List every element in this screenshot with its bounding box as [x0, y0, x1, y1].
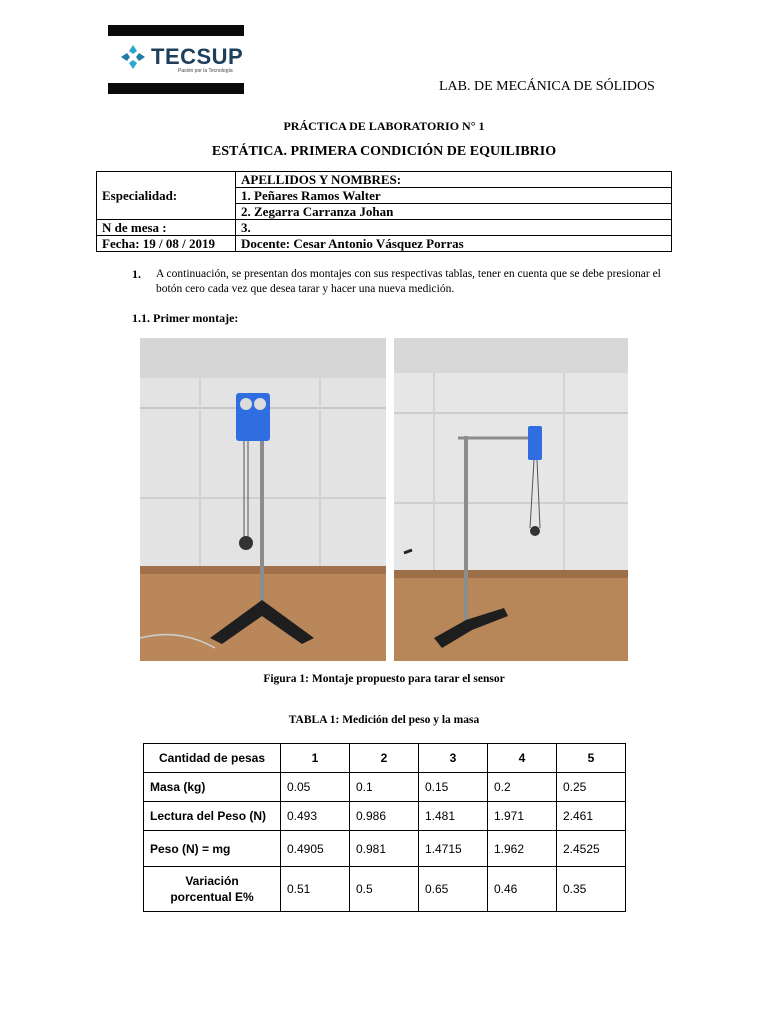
table-cell: 0.986 [350, 802, 419, 831]
table-cell: 0.2 [488, 773, 557, 802]
teacher: Docente: Cesar Antonio Vásquez Porras [236, 236, 672, 252]
table-cell: 0.15 [419, 773, 488, 802]
table-title: TABLA 1: Medición del peso y la masa [288, 714, 480, 726]
table-cell: 2.461 [557, 802, 626, 831]
table-cell: 2.4525 [557, 831, 626, 867]
header-cell: 3 [419, 744, 488, 773]
date: Fecha: 19 / 08 / 2019 [97, 236, 236, 252]
header-cell: 1 [281, 744, 350, 773]
table-cell: 0.1 [350, 773, 419, 802]
table-cell: 0.46 [488, 867, 557, 912]
row-label: Masa (kg) [144, 773, 281, 802]
table-row [144, 831, 626, 867]
table-header-row [144, 744, 626, 773]
table-cell: 0.65 [419, 867, 488, 912]
table-cell: 1.4715 [419, 831, 488, 867]
figure-caption: Figura 1: Montaje propuesto para tarar el sensor [263, 673, 505, 685]
tecsup-logo [108, 25, 244, 95]
header-cell: Cantidad de pesas [144, 744, 281, 773]
student-2: 2. Zegarra Carranza Johan [236, 204, 672, 220]
specialty-label: Especialidad: [97, 172, 236, 220]
names-header: APELLIDOS Y NOMBRES: [236, 172, 672, 188]
header-cell: 5 [557, 744, 626, 773]
photo-setup-front [140, 338, 386, 661]
section-title: 1.1. Primer montaje: [132, 311, 239, 325]
row-label: Lectura del Peso (N) [144, 802, 281, 831]
logo-text: TECSUP [151, 44, 244, 69]
subject-title: ESTÁTICA. PRIMERA CONDICIÓN DE EQUILIBRIO [211, 144, 557, 159]
table-row [144, 867, 626, 912]
header-cell: 2 [350, 744, 419, 773]
table-cell: 0.5 [350, 867, 419, 912]
table-number-value: 3. [236, 220, 672, 236]
photo-setup-side [394, 338, 628, 661]
logo-tagline: Pasión por la Tecnología [178, 68, 233, 74]
header-cell: 4 [488, 744, 557, 773]
table-number-label: N de mesa : [97, 220, 236, 236]
logo-bar-top [108, 25, 244, 36]
table-row [144, 802, 626, 831]
instruction-paragraph: A continuación, se presentan dos montajes con sus respectivas tablas, tener en cuenta que se debe presionar el botón cero cada vez que desea tarar y hacer una nueva medición. [156, 268, 661, 295]
student-info-table [96, 171, 672, 252]
table-cell: 0.51 [281, 867, 350, 912]
table-cell: 0.05 [281, 773, 350, 802]
row-label: Peso (N) = mg [144, 831, 281, 867]
item-number: 1. [132, 267, 141, 281]
table-cell: 0.25 [557, 773, 626, 802]
table-cell: 0.35 [557, 867, 626, 912]
table-cell: 0.4905 [281, 831, 350, 867]
table-cell: 1.481 [419, 802, 488, 831]
logo-mark-icon [120, 44, 146, 70]
table-row [144, 773, 626, 802]
table-cell: 1.962 [488, 831, 557, 867]
lab-title: LAB. DE MECÁNICA DE SÓLIDOS [439, 79, 655, 94]
table-cell: 0.981 [350, 831, 419, 867]
logo-bar-bottom [108, 83, 244, 94]
table-cell: 1.971 [488, 802, 557, 831]
practice-title: PRÁCTICA DE LABORATORIO N° 1 [283, 119, 485, 133]
student-1: 1. Peñares Ramos Walter [236, 188, 672, 204]
table-cell: 0.493 [281, 802, 350, 831]
row-label: Variación porcentual E% [144, 867, 281, 912]
measurement-table [143, 743, 626, 912]
